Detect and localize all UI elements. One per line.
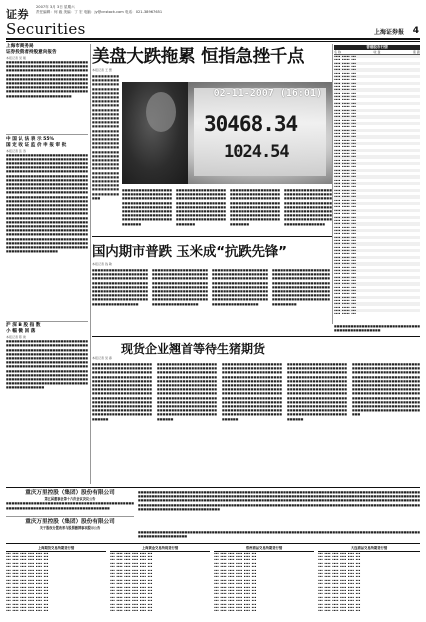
third-byline: 本报记者 吴 春 — [92, 356, 112, 360]
table-row: ▪▪▪ ▪▪▪▪ ▪▪▪▪ ▪▪▪▪ ▪▪▪▪ ▪▪▪ — [110, 585, 153, 589]
hk-table-row: ▪▪▪▪ ▪▪▪▪▪ ▪▪▪ — [334, 198, 356, 202]
table-row: ▪▪▪ ▪▪▪▪ ▪▪▪▪ ▪▪▪▪ ▪▪▪▪ ▪▪▪ — [110, 606, 153, 609]
main-body-col3: ■■■■■■■■■■■■■■■■■■■■■■■■■■■■■■■■■■■■■■■■■■■■■■■■■■■■■■■■■■■■■■■■■■■■■■■■■■■■■■■■■■■■■■■■■■■■■■■■■■■■■■■■■■■■■■■■■■■■■■■■■■■■■■■■■■■■■■■■■■■■■■■■■■■■■■■ — [176, 188, 226, 226]
story2-headline-line1: 中 国 认 法 表 示 55% — [6, 136, 55, 142]
third-rule-top — [92, 336, 420, 337]
hk-table-row: ▪▪▪▪ ▪▪▪▪▪ ▪▪▪ — [334, 78, 356, 82]
table-row: ▪▪▪ ▪▪▪▪ ▪▪▪▪ ▪▪▪▪ ▪▪▪▪ ▪▪▪ — [6, 561, 49, 565]
hk-table-row: ▪▪▪▪ ▪▪▪▪▪ ▪▪▪ — [334, 279, 356, 283]
table-row: ▪▪▪ ▪▪▪▪ ▪▪▪▪ ▪▪▪▪ ▪▪▪▪ ▪▪▪ — [214, 595, 257, 599]
sge-table — [110, 546, 210, 616]
table-row: ▪▪▪ ▪▪▪▪ ▪▪▪▪ ▪▪▪▪ ▪▪▪▪ ▪▪▪ — [214, 606, 257, 609]
notice-divider — [6, 516, 134, 517]
header-rule-thin — [6, 41, 420, 42]
photo-index-value-2: 1024.54 — [224, 142, 289, 162]
table-row: ▪▪▪ ▪▪▪▪ ▪▪▪▪ ▪▪▪▪ ▪▪▪▪ ▪▪▪ — [318, 558, 361, 562]
main-body-col4: ■■■■■■■■■■■■■■■■■■■■■■■■■■■■■■■■■■■■■■■■■■■■■■■■■■■■■■■■■■■■■■■■■■■■■■■■■■■■■■■■■■■■■■■■■■■■■■■■■■■■■■■■■■■■■■■■■■■■■■■■■■■■■■■■■■■■■■■■■■■■■■■■■■■■■■■ — [230, 188, 280, 226]
third-headline: 现货企业翘首等待生猪期货 — [121, 342, 266, 356]
masthead-logo: 证券 — [6, 8, 29, 21]
notice-1 — [6, 490, 134, 515]
hk-table-row: ▪▪▪▪ ▪▪▪▪▪ ▪▪▪ — [334, 158, 356, 162]
hk-table-row: ▪▪▪▪ ▪▪▪▪▪ ▪▪▪ — [334, 312, 356, 316]
third-body-col1: ■■■■■■■■■■■■■■■■■■■■■■■■■■■■■■■■■■■■■■■■■■■■■■■■■■■■■■■■■■■■■■■■■■■■■■■■■■■■■■■■■■■■■■■■■■■■■■■■■■■■■■■■■■■■■■■■■■■■■■■■■■■■■■■■■■■■■■■■■■■■■■■■■■■■■■■■■■■■■■■■■■■■■■■■■■■■■■■■■■■■■■■■■■■■■■■■■■■■■■■■■■■■■■■■■■■■■■■■■■■■■■■■■■■■■■■■■■■■■■■■■■■■■■■■■■■■■■■■■■■■■■■■■■■■■■■■■■■■■■■ — [92, 362, 152, 421]
hk-table-row: ▪▪▪▪ ▪▪▪▪▪ ▪▪▪ — [334, 222, 420, 225]
table-row: ▪▪▪ ▪▪▪▪ ▪▪▪▪ ▪▪▪▪ ▪▪▪▪ ▪▪▪ — [6, 602, 49, 606]
table-row: ▪▪▪ ▪▪▪▪ ▪▪▪▪ ▪▪▪▪ ▪▪▪▪ ▪▪▪ — [318, 595, 361, 599]
table-row: ▪▪▪ ▪▪▪▪ ▪▪▪▪ ▪▪▪▪ ▪▪▪▪ ▪▪▪ — [214, 568, 257, 572]
table-row: ▪▪▪ ▪▪▪▪ ▪▪▪▪ ▪▪▪▪ ▪▪▪▪ ▪▪▪ — [214, 582, 257, 586]
shfe-table-body — [6, 552, 106, 613]
hk-table-row: ▪▪▪▪ ▪▪▪▪▪ ▪▪▪ — [334, 258, 356, 262]
hk-table-row: ▪▪▪▪ ▪▪▪▪▪ ▪▪▪ — [334, 305, 356, 309]
dce-table-title: 大连商品交易所期货行情 — [318, 546, 420, 552]
photo-person-head — [146, 92, 176, 132]
hk-table-row: ▪▪▪▪ ▪▪▪▪▪ ▪▪▪ — [334, 151, 356, 155]
notice-1-title: 重庆万里控股（集团）股份有限公司 — [25, 490, 115, 496]
table-row: ▪▪▪ ▪▪▪▪ ▪▪▪▪ ▪▪▪▪ ▪▪▪▪ ▪▪▪ — [110, 609, 153, 613]
table-row: ▪▪▪ ▪▪▪▪ ▪▪▪▪ ▪▪▪▪ ▪▪▪▪ ▪▪▪ — [318, 609, 361, 613]
table-row: ▪▪▪ ▪▪▪▪ ▪▪▪▪ ▪▪▪▪ ▪▪▪▪ ▪▪▪ — [318, 561, 361, 565]
table-row: ▪▪▪ ▪▪▪▪ ▪▪▪▪ ▪▪▪▪ ▪▪▪▪ ▪▪▪ — [6, 558, 49, 562]
table-row: ▪▪▪ ▪▪▪▪ ▪▪▪▪ ▪▪▪▪ ▪▪▪▪ ▪▪▪ — [110, 554, 153, 558]
table-row: ▪▪▪ ▪▪▪▪ ▪▪▪▪ ▪▪▪▪ ▪▪▪▪ ▪▪▪ — [6, 595, 49, 599]
left-divider-2 — [6, 321, 88, 322]
banner-body-col1: ■■■■■■■■■■■■■■■■■■■■■■■■■■■■■■■■■■■■■■■■■■■■■■■■■■■■■■■■■■■■■■■■■■■■■■■■■■■■■■■■■■■■■■■■■■■■■■■■■■■■■■■■■■■■■■■■■■■■■■■■■■■■■■■■■■■■■■■■■■■■■■■■■■■■■■■■■■■■■■■■■■■■■■■■■■■■■■■■■ — [92, 268, 148, 306]
hk-table-row: ▪▪▪▪ ▪▪▪▪▪ ▪▪▪ — [334, 138, 356, 142]
table-row: ▪▪▪ ▪▪▪▪ ▪▪▪▪ ▪▪▪▪ ▪▪▪▪ ▪▪▪ — [214, 561, 257, 565]
table-row: ▪▪▪ ▪▪▪▪ ▪▪▪▪ ▪▪▪▪ ▪▪▪▪ ▪▪▪ — [6, 609, 49, 613]
hk-table-row: ▪▪▪▪ ▪▪▪▪▪ ▪▪▪ — [334, 135, 420, 138]
third-body-col4: ■■■■■■■■■■■■■■■■■■■■■■■■■■■■■■■■■■■■■■■■■■■■■■■■■■■■■■■■■■■■■■■■■■■■■■■■■■■■■■■■■■■■■■■■■■■■■■■■■■■■■■■■■■■■■■■■■■■■■■■■■■■■■■■■■■■■■■■■■■■■■■■■■■■■■■■■■■■■■■■■■■■■■■■■■■■■■■■■■■■■■■■■■■■■■■■■■■■■■■■■■■■■■■■■■■■■■■■■■■■■■■■■■■■■■■■■■■■■■■■■■■■■■■■■■■■■■■■■■■■■■■■■■■■■■■■■■■■■■■■ — [287, 362, 347, 421]
hk-table-row: ▪▪▪▪ ▪▪▪▪▪ ▪▪▪ — [334, 285, 356, 289]
table-row: ▪▪▪ ▪▪▪▪ ▪▪▪▪ ▪▪▪▪ ▪▪▪▪ ▪▪▪ — [318, 602, 361, 606]
third-body-col3: ■■■■■■■■■■■■■■■■■■■■■■■■■■■■■■■■■■■■■■■■■■■■■■■■■■■■■■■■■■■■■■■■■■■■■■■■■■■■■■■■■■■■■■■■■■■■■■■■■■■■■■■■■■■■■■■■■■■■■■■■■■■■■■■■■■■■■■■■■■■■■■■■■■■■■■■■■■■■■■■■■■■■■■■■■■■■■■■■■■■■■■■■■■■■■■■■■■■■■■■■■■■■■■■■■■■■■■■■■■■■■■■■■■■■■■■■■■■■■■■■■■■■■■■■■■■■■■■■■■■■■■■■■■■■■■■■■■■■■■■ — [222, 362, 282, 421]
masthead-editors: 责任编辑：何 毅 美编：丁 宏 电脑：jy@cnstock.com 电话：021-38967651 — [36, 9, 163, 14]
table-row: ▪▪▪ ▪▪▪▪ ▪▪▪▪ ▪▪▪▪ ▪▪▪▪ ▪▪▪ — [214, 575, 257, 579]
hk-table-row: ▪▪▪▪ ▪▪▪▪▪ ▪▪▪ — [334, 125, 356, 129]
story1-body: ■■■■■■■■■■■■■■■■■■■■■■■■■■■■■■■■■■■■■■■■■■■■■■■■■■■■■■■■■■■■■■■■■■■■■■■■■■■■■■■■■■■■■■■■■■■■■■■■■■■■■■■■■■■■■■■■■■■■■■■■■■■■■■■■■■■■■■■■■■■■■■■■■■■■■■■■■■■■■■■■■■■■■■■■■■■■■■■■■■■■■■■■■■■■■■■■■■■■■■■■■■■■■■■■■■■■■■■■■■■■■■■■■■■■■■■■■■■■■■■■■■■■■■■■■■■■■■■■■■■■■■■■ — [6, 60, 88, 98]
main-body-col1: ■■■■■■■■■■■■■■■■■■■■■■■■■■■■■■■■■■■■■■■■■■■■■■■■■■■■■■■■■■■■■■■■■■■■■■■■■■■■■■■■■■■■■■■■■■■■■■■■■■■■■■■■■■■■■■■■■■■■■■■■■■■■■■■■■■■■■■■■■■■■■■■■■■■■■■■■■■■■■■■■■■■■■■■■■■■■■■■■■■■■■■■■■■■■■■■■■■■■■■■■■■■■■■■■■■■■■■■■■■■■■■■■■■■■■■■■■■■■■■■■■■■■■■■■■■■■■■■■■■■■■■■■ — [92, 74, 119, 200]
table-row: ▪▪▪ ▪▪▪▪ ▪▪▪▪ ▪▪▪▪ ▪▪▪▪ ▪▪▪ — [214, 578, 257, 582]
hk-table-row: ▪▪▪▪ ▪▪▪▪▪ ▪▪▪ — [334, 282, 420, 285]
hk-table-row: ▪▪▪▪ ▪▪▪▪▪ ▪▪▪ — [334, 245, 356, 249]
czce-table-title: 郑州商品交易所期货行情 — [214, 546, 314, 552]
column-rule-right — [332, 44, 333, 324]
table-row: ▪▪▪ ▪▪▪▪ ▪▪▪▪ ▪▪▪▪ ▪▪▪▪ ▪▪▪ — [110, 592, 153, 596]
hk-table-row: ▪▪▪▪ ▪▪▪▪▪ ▪▪▪ — [334, 236, 420, 239]
hk-table-row: ▪▪▪▪ ▪▪▪▪▪ ▪▪▪ — [334, 122, 420, 125]
hk-table-row: ▪▪▪▪ ▪▪▪▪▪ ▪▪▪ — [334, 225, 356, 229]
hk-table-row: ▪▪▪▪ ▪▪▪▪▪ ▪▪▪ — [334, 289, 420, 292]
hk-table-row: ▪▪▪▪ ▪▪▪▪▪ ▪▪▪ — [334, 149, 420, 152]
hk-table-row: ▪▪▪▪ ▪▪▪▪▪ ▪▪▪ — [334, 91, 356, 95]
story3-headline-line1: 沪 深 B 股 指 数 — [6, 323, 41, 329]
notice-1-body: ■■■■■■■■■■■■■■■■■■■■■■■■■■■■■■■■■■■■■■■■■■■■■■■■■■■■■■■■■■■■■■■■■■■■■■■■■■■■■■■■■■■■ — [6, 501, 134, 510]
hk-table-row: ▪▪▪▪ ▪▪▪▪▪ ▪▪▪ — [334, 68, 420, 71]
table-row: ▪▪▪ ▪▪▪▪ ▪▪▪▪ ▪▪▪▪ ▪▪▪▪ ▪▪▪ — [214, 599, 257, 603]
table-row: ▪▪▪ ▪▪▪▪ ▪▪▪▪ ▪▪▪▪ ▪▪▪▪ ▪▪▪ — [318, 585, 361, 589]
table-row: ▪▪▪ ▪▪▪▪ ▪▪▪▪ ▪▪▪▪ ▪▪▪▪ ▪▪▪ — [318, 554, 361, 558]
third-body-col5: ■■■■■■■■■■■■■■■■■■■■■■■■■■■■■■■■■■■■■■■■■■■■■■■■■■■■■■■■■■■■■■■■■■■■■■■■■■■■■■■■■■■■■■■■■■■■■■■■■■■■■■■■■■■■■■■■■■■■■■■■■■■■■■■■■■■■■■■■■■■■■■■■■■■■■■■■■■■■■■■■■■■■■■■■■■■■■■■■■■■■■■■■■■■■■■■■■■■■■■■■■■■■■■■■■■■■■■■■■■■■■■■■■■■■■■■■■■■■■■■■■■■■■■■■■■■■■■■■■■■■■■■■■■■■■■■■■■■■■■■■■■■■■■■■■■■ — [352, 362, 420, 417]
table-row: ▪▪▪ ▪▪▪▪ ▪▪▪▪ ▪▪▪▪ ▪▪▪▪ ▪▪▪ — [318, 575, 361, 579]
photo-timestamp: 02-11-2007 (16:01) — [213, 88, 322, 99]
table-row: ▪▪▪ ▪▪▪▪ ▪▪▪▪ ▪▪▪▪ ▪▪▪▪ ▪▪▪ — [6, 578, 49, 582]
table-row: ▪▪▪ ▪▪▪▪ ▪▪▪▪ ▪▪▪▪ ▪▪▪▪ ▪▪▪ — [318, 599, 361, 603]
table-row: ▪▪▪ ▪▪▪▪ ▪▪▪▪ ▪▪▪▪ ▪▪▪▪ ▪▪▪ — [6, 585, 49, 589]
masthead-date: 2007年 3月 3日 星期六 — [36, 5, 75, 9]
notice-1-continuation — [138, 490, 420, 528]
hk-table-row: ▪▪▪▪ ▪▪▪▪▪ ▪▪▪ — [334, 98, 356, 102]
hk-table-row: ▪▪▪▪ ▪▪▪▪▪ ▪▪▪ — [334, 82, 420, 85]
table-row: ▪▪▪ ▪▪▪▪ ▪▪▪▪ ▪▪▪▪ ▪▪▪▪ ▪▪▪ — [110, 575, 153, 579]
notice-2-title: 重庆万里控股（集团）股份有限公司 — [25, 519, 115, 525]
table-row: ▪▪▪ ▪▪▪▪ ▪▪▪▪ ▪▪▪▪ ▪▪▪▪ ▪▪▪ — [6, 588, 49, 592]
table-row: ▪▪▪ ▪▪▪▪ ▪▪▪▪ ▪▪▪▪ ▪▪▪▪ ▪▪▪ — [110, 599, 153, 603]
table-row: ▪▪▪ ▪▪▪▪ ▪▪▪▪ ▪▪▪▪ ▪▪▪▪ ▪▪▪ — [110, 561, 153, 565]
table-row: ▪▪▪ ▪▪▪▪ ▪▪▪▪ ▪▪▪▪ ▪▪▪▪ ▪▪▪ — [6, 551, 49, 555]
shfe-table-title: 上海期货交易所期货行情 — [6, 546, 106, 552]
hk-table-row: ▪▪▪▪ ▪▪▪▪▪ ▪▪▪ — [334, 238, 356, 242]
table-row: ▪▪▪ ▪▪▪▪ ▪▪▪▪ ▪▪▪▪ ▪▪▪▪ ▪▪▪ — [6, 599, 49, 603]
hk-table-row: ▪▪▪▪ ▪▪▪▪▪ ▪▪▪ — [334, 229, 420, 232]
table-row: ▪▪▪ ▪▪▪▪ ▪▪▪▪ ▪▪▪▪ ▪▪▪▪ ▪▪▪ — [110, 568, 153, 572]
hk-table-row: ▪▪▪▪ ▪▪▪▪▪ ▪▪▪ — [334, 202, 420, 205]
table-row: ▪▪▪ ▪▪▪▪ ▪▪▪▪ ▪▪▪▪ ▪▪▪▪ ▪▪▪ — [318, 606, 361, 609]
table-row: ▪▪▪ ▪▪▪▪ ▪▪▪▪ ▪▪▪▪ ▪▪▪▪ ▪▪▪ — [214, 609, 257, 613]
main-body-col5: ■■■■■■■■■■■■■■■■■■■■■■■■■■■■■■■■■■■■■■■■■■■■■■■■■■■■■■■■■■■■■■■■■■■■■■■■■■■■■■■■■■■■■■■■■■■■■■■■■■■■■■■■■■■■■■■■■■■■■■■■■■■■■■■■■■■■■■■■■■■■■■■■■■■■■■■ — [284, 188, 332, 226]
page-number: 4 — [412, 26, 419, 36]
banner-body-col4: ■■■■■■■■■■■■■■■■■■■■■■■■■■■■■■■■■■■■■■■■■■■■■■■■■■■■■■■■■■■■■■■■■■■■■■■■■■■■■■■■■■■■■■■■■■■■■■■■■■■■■■■■■■■■■■■■■■■■■■■■■■■■■■■■■■■■■■■■■■■■■■■■■■■■■■■■■■■■■■■■■■■■■■■■■■■■■■■■■ — [272, 268, 330, 306]
table-row: ▪▪▪ ▪▪▪▪ ▪▪▪▪ ▪▪▪▪ ▪▪▪▪ ▪▪▪ — [214, 554, 257, 558]
main-body-col2: ■■■■■■■■■■■■■■■■■■■■■■■■■■■■■■■■■■■■■■■■■■■■■■■■■■■■■■■■■■■■■■■■■■■■■■■■■■■■■■■■■■■■■■■■■■■■■■■■■■■■■■■■■■■■■■■■■■■■■■■■■■■■■■■■■■■■■■■■■■■■■■■■■■■■■■■ — [122, 188, 172, 226]
hk-table-body — [334, 55, 420, 316]
hk-table-row: ▪▪▪▪ ▪▪▪▪▪ ▪▪▪ — [334, 172, 356, 176]
right-col-tail: ■■■■■■■■■■■■■■■■■■■■■■■■■■■■■■■■■■■■■■■■■■■■■■■■ — [334, 324, 420, 333]
story1-headline-line2: 证券投资者持股意向报告 — [6, 50, 57, 55]
hk-table-row: ▪▪▪▪ ▪▪▪▪▪ ▪▪▪ — [334, 178, 356, 182]
main-headline: 美盘大跌拖累 恒指急挫千点 — [92, 47, 305, 67]
hk-table-row: ▪▪▪▪ ▪▪▪▪▪ ▪▪▪ — [334, 169, 420, 172]
hk-table-row: ▪▪▪▪ ▪▪▪▪▪ ▪▪▪ — [334, 216, 420, 219]
hk-table-row: ▪▪▪▪ ▪▪▪▪▪ ▪▪▪ — [334, 309, 420, 312]
hk-table-row: ▪▪▪▪ ▪▪▪▪▪ ▪▪▪ — [334, 252, 356, 256]
left-divider-1 — [6, 134, 88, 135]
table-row: ▪▪▪ ▪▪▪▪ ▪▪▪▪ ▪▪▪▪ ▪▪▪▪ ▪▪▪ — [318, 551, 361, 555]
notice-2-subtitle: 关于股权分置改革与股票撤牌事项提示公告 — [39, 526, 101, 530]
table-row: ▪▪▪ ▪▪▪▪ ▪▪▪▪ ▪▪▪▪ ▪▪▪▪ ▪▪▪ — [110, 571, 153, 575]
hk-table-row: ▪▪▪▪ ▪▪▪▪▪ ▪▪▪ — [334, 142, 420, 145]
table-row: ▪▪▪ ▪▪▪▪ ▪▪▪▪ ▪▪▪▪ ▪▪▪▪ ▪▪▪ — [214, 571, 257, 575]
hk-table-row: ▪▪▪▪ ▪▪▪▪▪ ▪▪▪ — [334, 265, 356, 269]
hk-table-row: ▪▪▪▪ ▪▪▪▪▪ ▪▪▪ — [334, 145, 356, 149]
hk-table-row: ▪▪▪▪ ▪▪▪▪▪ ▪▪▪ — [334, 65, 356, 69]
column-rule-left — [90, 44, 91, 484]
table-row: ▪▪▪ ▪▪▪▪ ▪▪▪▪ ▪▪▪▪ ▪▪▪▪ ▪▪▪ — [6, 554, 49, 558]
hk-table-row: ▪▪▪▪ ▪▪▪▪▪ ▪▪▪ — [334, 62, 420, 65]
hk-table-row: ▪▪▪▪ ▪▪▪▪▪ ▪▪▪ — [334, 299, 356, 303]
hk-table-row: ▪▪▪▪ ▪▪▪▪▪ ▪▪▪ — [334, 209, 420, 212]
table-row: ▪▪▪ ▪▪▪▪ ▪▪▪▪ ▪▪▪▪ ▪▪▪▪ ▪▪▪ — [6, 568, 49, 572]
notice-rule-top — [6, 487, 420, 488]
table-row: ▪▪▪ ▪▪▪▪ ▪▪▪▪ ▪▪▪▪ ▪▪▪▪ ▪▪▪ — [318, 565, 361, 569]
table-row: ▪▪▪ ▪▪▪▪ ▪▪▪▪ ▪▪▪▪ ▪▪▪▪ ▪▪▪ — [6, 565, 49, 569]
notice-2-body: ■■■■■■■■■■■■■■■■■■■■■■■■■■■■■■■■■■■■■■■■■■■■■■■■■■■■■■■■■■■■■■■■■■■■■■■■■■■■■■■■■■■■■■■■■■■■■■■■■■■■■■■■■■■■■■■■■■■■■■■■■ — [138, 530, 420, 539]
banner-headline: 国内期市普跌 玉米成“抗跌先锋” — [92, 244, 287, 260]
hk-table-row: ▪▪▪▪ ▪▪▪▪▪ ▪▪▪ — [334, 249, 420, 252]
table-row: ▪▪▪ ▪▪▪▪ ▪▪▪▪ ▪▪▪▪ ▪▪▪▪ ▪▪▪ — [110, 582, 153, 586]
hk-table-row: ▪▪▪▪ ▪▪▪▪▪ ▪▪▪ — [334, 296, 420, 299]
hk-table-row: ▪▪▪▪ ▪▪▪▪▪ ▪▪▪ — [334, 165, 356, 169]
hk-table-row: ▪▪▪▪ ▪▪▪▪▪ ▪▪▪ — [334, 256, 420, 259]
hk-table-row: ▪▪▪▪ ▪▪▪▪▪ ▪▪▪ — [334, 242, 420, 245]
table-row: ▪▪▪ ▪▪▪▪ ▪▪▪▪ ▪▪▪▪ ▪▪▪▪ ▪▪▪ — [6, 575, 49, 579]
table-row: ▪▪▪ ▪▪▪▪ ▪▪▪▪ ▪▪▪▪ ▪▪▪▪ ▪▪▪ — [214, 602, 257, 606]
hk-table-row: ▪▪▪▪ ▪▪▪▪▪ ▪▪▪ — [334, 205, 356, 209]
table-row: ▪▪▪ ▪▪▪▪ ▪▪▪▪ ▪▪▪▪ ▪▪▪▪ ▪▪▪ — [318, 588, 361, 592]
table-row: ▪▪▪ ▪▪▪▪ ▪▪▪▪ ▪▪▪▪ ▪▪▪▪ ▪▪▪ — [318, 571, 361, 575]
table-row: ▪▪▪ ▪▪▪▪ ▪▪▪▪ ▪▪▪▪ ▪▪▪▪ ▪▪▪ — [214, 565, 257, 569]
hk-table-row: ▪▪▪▪ ▪▪▪▪▪ ▪▪▪ — [334, 95, 420, 98]
table-row: ▪▪▪ ▪▪▪▪ ▪▪▪▪ ▪▪▪▪ ▪▪▪▪ ▪▪▪ — [110, 602, 153, 606]
hk-table-row: ▪▪▪▪ ▪▪▪▪▪ ▪▪▪ — [334, 111, 356, 115]
hk-table-row: ▪▪▪▪ ▪▪▪▪▪ ▪▪▪ — [334, 276, 420, 279]
main-byline: 本报记者 王 慧 — [92, 68, 112, 72]
notice-2 — [6, 519, 134, 530]
header-rule — [6, 38, 420, 40]
hk-table-row: ▪▪▪▪ ▪▪▪▪▪ ▪▪▪ — [334, 302, 420, 305]
hk-table-row: ▪▪▪▪ ▪▪▪▪▪ ▪▪▪ — [334, 195, 420, 198]
banner-body-col2: ■■■■■■■■■■■■■■■■■■■■■■■■■■■■■■■■■■■■■■■■■■■■■■■■■■■■■■■■■■■■■■■■■■■■■■■■■■■■■■■■■■■■■■■■■■■■■■■■■■■■■■■■■■■■■■■■■■■■■■■■■■■■■■■■■■■■■■■■■■■■■■■■■■■■■■■■■■■■■■■■■■■■■■■■■■■■■■■■■ — [152, 268, 208, 306]
table-row: ▪▪▪ ▪▪▪▪ ▪▪▪▪ ▪▪▪▪ ▪▪▪▪ ▪▪▪ — [318, 578, 361, 582]
tables-rule-top — [6, 543, 420, 544]
table-row: ▪▪▪ ▪▪▪▪ ▪▪▪▪ ▪▪▪▪ ▪▪▪▪ ▪▪▪ — [318, 582, 361, 586]
table-row: ▪▪▪ ▪▪▪▪ ▪▪▪▪ ▪▪▪▪ ▪▪▪▪ ▪▪▪ — [6, 571, 49, 575]
hk-table-row: ▪▪▪▪ ▪▪▪▪▪ ▪▪▪ — [334, 75, 420, 78]
story2-body: ■■■■■■■■■■■■■■■■■■■■■■■■■■■■■■■■■■■■■■■■■■■■■■■■■■■■■■■■■■■■■■■■■■■■■■■■■■■■■■■■■■■■■■■■■■■■■■■■■■■■■■■■■■■■■■■■■■■■■■■■■■■■■■■■■■■■■■■■■■■■■■■■■■■■■■■■■■■■■■■■■■■■■■■■■■■■■■■■■■■■■■■■■■■■■■■■■■■■■■■■■■■■■■■■■■■■■■■■■■■■■■■■■■■■■■■■■■■■■■■■■■■■■■■■■■■■■■■■■■■■■■■■■■■■■■■■■■■■■■■■■■■■■■■■■■■■■■■■■■■■■■■■■■■■■■■■■■■■■■■■■■■■■■■■■■■■■■■■■■■■■■■■■■■■■■■■■■■■■■■■■■■■■■■■■■■■■■■■■■■■■■■■■■■■■■■■■■■■■■■■■■■■■■■■■■■■■■■■■■■■■■■■■■■■■■■■■■■■■■■■■■■■■■■■■■■■■■■■■■■■■■■■■■■■■■■■■■■■■■■■■■■■■■■■■■■■■■■■■■■■■■■■■■■■■■■■■■■■■■■■■■■■■■■■■■■■■■■■■■■■■■■■■■■■■■■■■■■■■■■■■■■■■■■■■■■■■■■■■■■■■■■■■■■■■■■■■■■■■■■■■■■■■■■■■■■■■■■■■■■■■■■■■■■■■■■■■■■■■■■■■■■■■■■■■■■■■■■■■■■■■■■■■■■■■■■■■■■■■■■■■■■■■■■■■■■■■■■■■■■■■■■■■■■■■ — [6, 152, 88, 254]
hk-table-row: ▪▪▪▪ ▪▪▪▪▪ ▪▪▪ — [334, 212, 356, 216]
table-row: ▪▪▪ ▪▪▪▪ ▪▪▪▪ ▪▪▪▪ ▪▪▪▪ ▪▪▪ — [318, 592, 361, 596]
photo-index-value-1: 30468.34 — [204, 112, 298, 136]
hk-table-row: ▪▪▪▪ ▪▪▪▪▪ ▪▪▪ — [334, 88, 420, 91]
hk-table-row: ▪▪▪▪ ▪▪▪▪▪ ▪▪▪ — [334, 85, 356, 89]
notice-1-subtitle: 第五届董事会第十六次会议决议公告 — [44, 497, 96, 501]
banner-rule-top — [92, 236, 332, 237]
masthead-meta — [36, 5, 162, 14]
story1-byline: 本报记者 吴 刚 — [6, 56, 26, 60]
table-row: ▪▪▪ ▪▪▪▪ ▪▪▪▪ ▪▪▪▪ ▪▪▪▪ ▪▪▪ — [110, 551, 153, 555]
table-row: ▪▪▪ ▪▪▪▪ ▪▪▪▪ ▪▪▪▪ ▪▪▪▪ ▪▪▪ — [6, 606, 49, 609]
story3-body: ■■■■■■■■■■■■■■■■■■■■■■■■■■■■■■■■■■■■■■■■■■■■■■■■■■■■■■■■■■■■■■■■■■■■■■■■■■■■■■■■■■■■■■■■■■■■■■■■■■■■■■■■■■■■■■■■■■■■■■■■■■■■■■■■■■■■■■■■■■■■■■■■■■■■■■■■■■■■■■■■■■■■■■■■■■■■■■■■■■■■■■■■■■■■■■■■■■■■■■■■■■■■■■■■■■■■■■■■■■■■■■■■■■■■■■■■■■■■■■■■■■■■■■■■■■■■■■■■■■■■■■■■■■■■■■■■■■■■■■■■■■■■■■■■■■■■■■■■■■■■■■■■■■■■■■■■■■■■■■■■■■■■■■■■■■■■■■■■■■■■■■■■ — [6, 339, 88, 390]
table-row: ▪▪▪ ▪▪▪▪ ▪▪▪▪ ▪▪▪▪ ▪▪▪▪ ▪▪▪ — [214, 551, 257, 555]
table-row: ▪▪▪ ▪▪▪▪ ▪▪▪▪ ▪▪▪▪ ▪▪▪▪ ▪▪▪ — [318, 568, 361, 572]
sge-table-title: 上海黄金交易所现货行情 — [110, 546, 210, 552]
hk-col-change: 涨 跌 — [413, 50, 420, 54]
hk-table-title: 香港股市行情 — [334, 45, 420, 50]
shfe-table — [6, 546, 106, 616]
table-row: ▪▪▪ ▪▪▪▪ ▪▪▪▪ ▪▪▪▪ ▪▪▪▪ ▪▪▪ — [214, 585, 257, 589]
hk-table-row: ▪▪▪▪ ▪▪▪▪▪ ▪▪▪ — [334, 182, 420, 185]
story3-headline-line2: 小 幅 微 回 落 — [6, 329, 36, 335]
hk-market-table — [334, 45, 420, 321]
section-title: Securities — [6, 20, 86, 38]
hk-table-row: ▪▪▪▪ ▪▪▪▪▪ ▪▪▪ — [334, 162, 420, 165]
story2-byline: 本报记者 张 涛 — [6, 148, 26, 153]
hk-table-row: ▪▪▪▪ ▪▪▪▪▪ ▪▪▪ — [334, 129, 420, 132]
hk-table-row: ▪▪▪▪ ▪▪▪▪▪ ▪▪▪ — [334, 118, 356, 122]
hk-table-row: ▪▪▪▪ ▪▪▪▪▪ ▪▪▪ — [334, 109, 420, 112]
hk-table-row: ▪▪▪▪ ▪▪▪▪▪ ▪▪▪ — [334, 272, 356, 276]
sge-table-body — [110, 552, 210, 613]
hk-table-row: ▪▪▪▪ ▪▪▪▪▪ ▪▪▪ — [334, 115, 420, 118]
left-column — [6, 44, 88, 427]
hk-table-row: ▪▪▪▪ ▪▪▪▪▪ ▪▪▪ — [334, 71, 356, 75]
story3-byline: 本报记者 陈 建 — [6, 335, 26, 340]
czce-table-body — [214, 552, 314, 613]
story2-headline-line2: 国 定 收 证 监 价 申 报 审 批 — [6, 142, 67, 148]
table-row: ▪▪▪ ▪▪▪▪ ▪▪▪▪ ▪▪▪▪ ▪▪▪▪ ▪▪▪ — [214, 558, 257, 562]
hk-table-row: ▪▪▪▪ ▪▪▪▪▪ ▪▪▪ — [334, 175, 420, 178]
table-row: ▪▪▪ ▪▪▪▪ ▪▪▪▪ ▪▪▪▪ ▪▪▪▪ ▪▪▪ — [110, 578, 153, 582]
table-row: ▪▪▪ ▪▪▪▪ ▪▪▪▪ ▪▪▪▪ ▪▪▪▪ ▪▪▪ — [110, 595, 153, 599]
hk-table-row: ▪▪▪▪ ▪▪▪▪▪ ▪▪▪ — [334, 55, 420, 58]
hk-table-row: ▪▪▪▪ ▪▪▪▪▪ ▪▪▪ — [334, 192, 356, 196]
hk-table-row: ▪▪▪▪ ▪▪▪▪▪ ▪▪▪ — [334, 218, 356, 222]
table-row: ▪▪▪ ▪▪▪▪ ▪▪▪▪ ▪▪▪▪ ▪▪▪▪ ▪▪▪ — [214, 592, 257, 596]
hk-table-row: ▪▪▪▪ ▪▪▪▪▪ ▪▪▪ — [334, 232, 356, 236]
table-row: ▪▪▪ ▪▪▪▪ ▪▪▪▪ ▪▪▪▪ ▪▪▪▪ ▪▪▪ — [110, 565, 153, 569]
market-photo — [122, 82, 332, 184]
notice-1-body-wide: ■■■■■■■■■■■■■■■■■■■■■■■■■■■■■■■■■■■■■■■■■■■■■■■■■■■■■■■■■■■■■■■■■■■■■■■■■■■■■■■■■■■■■■■■■■■■■■■■■■■■■■■■■■■■■■■■■■■■■■■■■■■■■■■■■■■■■■■■■■■■■■■■■■■■■■■■■■■■■■■■■■■■■■■■■■■■■■■■■■■■■■■■■■■■■■■■■■■■■■■■■■■■■■■■■■■■■■■■■■■■■■■■■■■■■■■■■■■■■■■■■■■■■■■■■■■■■■■■■■■■■■■■■■■■■■■■■■■■■■■■■■■■■■■■■■■■■■■■■■■■■■■■■■■■■■■■■■■■■■■■■■■■■■■■■■■■■■■■■■■■■■■■■■■■■■■■■■■■■■■■■■■■■■■■■■■■■■■■■■■■■■■■■■■■■■■■■■■■■■■■■■■■■■■■■■■■■■■■■■■■■■■■■■■■■■■■■■■■■■■■■■ — [138, 490, 420, 511]
hk-table-row: ▪▪▪▪ ▪▪▪▪▪ ▪▪▪ — [334, 155, 420, 158]
dce-table — [318, 546, 420, 616]
dce-table-body — [318, 552, 420, 613]
hk-table-row: ▪▪▪▪ ▪▪▪▪▪ ▪▪▪ — [334, 269, 420, 272]
czce-table — [214, 546, 314, 616]
hk-table-row: ▪▪▪▪ ▪▪▪▪▪ ▪▪▪ — [334, 292, 356, 296]
publication-name: 上海证券报 — [373, 29, 404, 36]
story1-headline-line1: 上海市商务局 — [6, 44, 34, 49]
table-row: ▪▪▪ ▪▪▪▪ ▪▪▪▪ ▪▪▪▪ ▪▪▪▪ ▪▪▪ — [214, 588, 257, 592]
hk-table-row: ▪▪▪▪ ▪▪▪▪▪ ▪▪▪ — [334, 262, 420, 265]
hk-table-row: ▪▪▪▪ ▪▪▪▪▪ ▪▪▪ — [334, 131, 356, 135]
hk-table-row: ▪▪▪▪ ▪▪▪▪▪ ▪▪▪ — [334, 102, 420, 105]
hk-col-close: 收 盘 — [373, 50, 381, 54]
hk-table-row: ▪▪▪▪ ▪▪▪▪▪ ▪▪▪ — [334, 185, 356, 189]
third-body-col2: ■■■■■■■■■■■■■■■■■■■■■■■■■■■■■■■■■■■■■■■■■■■■■■■■■■■■■■■■■■■■■■■■■■■■■■■■■■■■■■■■■■■■■■■■■■■■■■■■■■■■■■■■■■■■■■■■■■■■■■■■■■■■■■■■■■■■■■■■■■■■■■■■■■■■■■■■■■■■■■■■■■■■■■■■■■■■■■■■■■■■■■■■■■■■■■■■■■■■■■■■■■■■■■■■■■■■■■■■■■■■■■■■■■■■■■■■■■■■■■■■■■■■■■■■■■■■■■■■■■■■■■■■■■■■■■■■■■■■■■■ — [157, 362, 217, 421]
table-row: ▪▪▪ ▪▪▪▪ ▪▪▪▪ ▪▪▪▪ ▪▪▪▪ ▪▪▪ — [6, 592, 49, 596]
hk-table-row: ▪▪▪▪ ▪▪▪▪▪ ▪▪▪ — [334, 189, 420, 192]
table-row: ▪▪▪ ▪▪▪▪ ▪▪▪▪ ▪▪▪▪ ▪▪▪▪ ▪▪▪ — [110, 558, 153, 562]
table-row: ▪▪▪ ▪▪▪▪ ▪▪▪▪ ▪▪▪▪ ▪▪▪▪ ▪▪▪ — [110, 588, 153, 592]
table-row: ▪▪▪ ▪▪▪▪ ▪▪▪▪ ▪▪▪▪ ▪▪▪▪ ▪▪▪ — [6, 582, 49, 586]
banner-body-col3: ■■■■■■■■■■■■■■■■■■■■■■■■■■■■■■■■■■■■■■■■■■■■■■■■■■■■■■■■■■■■■■■■■■■■■■■■■■■■■■■■■■■■■■■■■■■■■■■■■■■■■■■■■■■■■■■■■■■■■■■■■■■■■■■■■■■■■■■■■■■■■■■■■■■■■■■■■■■■■■■■■■■■■■■■■■■■■■■■■ — [212, 268, 268, 306]
hk-table-row: ▪▪▪▪ ▪▪▪▪▪ ▪▪▪ — [334, 58, 356, 62]
banner-byline: 本报记者 钱 敏 — [92, 262, 112, 266]
hk-col-name: 名 称 — [334, 50, 341, 54]
hk-table-row: ▪▪▪▪ ▪▪▪▪▪ ▪▪▪ — [334, 105, 356, 109]
